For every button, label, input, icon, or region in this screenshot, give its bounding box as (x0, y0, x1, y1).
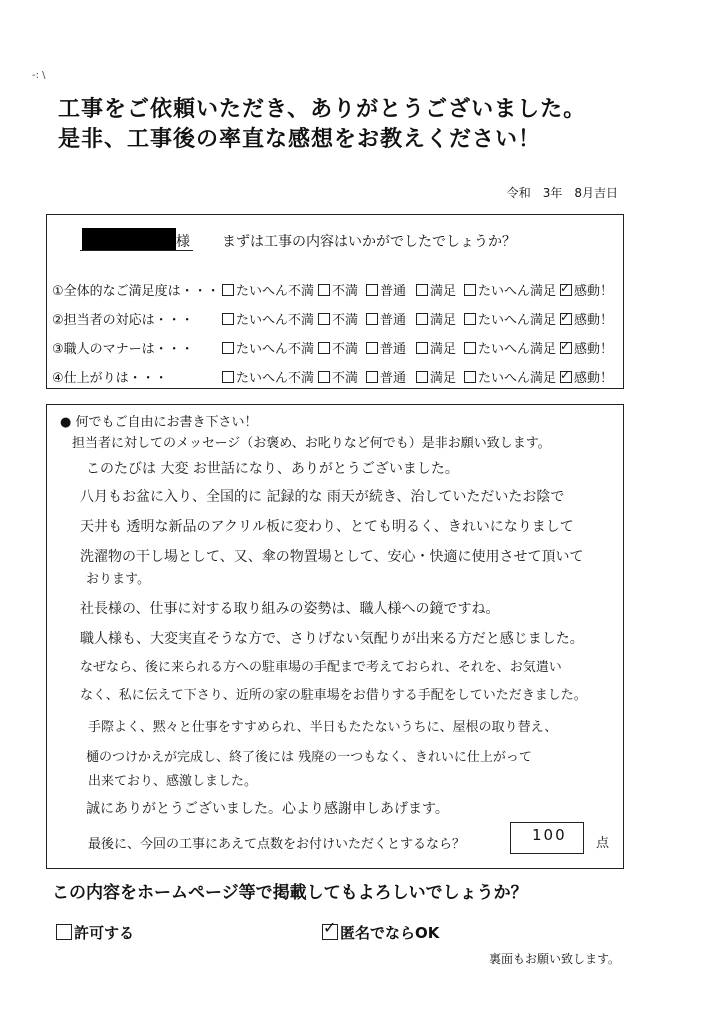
handwritten-line: 洗濯物の干し場として、又、傘の物置場として、安心・快適に使用させて頂いて (80, 549, 584, 565)
permission-allow-option[interactable] (56, 922, 134, 943)
footer-note: 裏面もお願い致します。 (488, 952, 620, 966)
rating-option-label: 普通 (380, 313, 407, 328)
rating-question-label: ②担当者の対応は・・・ (52, 313, 194, 328)
handwritten-line: 誠にありがとうございました。心より感謝申しあげます。 (86, 801, 449, 817)
handwritten-line: 天井も 透明な新品のアクリル板に変わり、とても明るく、きれいになりまして (80, 519, 574, 535)
handwritten-line: 職人様も、大変実直そうな方で、さりげない気配りが出来る方だと感じました。 (80, 631, 584, 647)
comment-heading: ● 何でもご自由にお書き下さい！ (60, 415, 258, 430)
score-unit: 点 (596, 836, 610, 851)
rating-option-label: たいへん不満 (236, 284, 315, 299)
rating-option-label: 満足 (430, 313, 457, 328)
handwritten-line: 八月もお盆に入り、全国的に 記録的な 雨天が続き、治していただいたお陰で (80, 489, 565, 505)
rating-option-label: たいへん不満 (236, 313, 315, 328)
permission-question: この内容をホームページ等で掲載してもよろしいでしょうか？ (52, 883, 528, 903)
rating-option-label: たいへん満足 (478, 371, 557, 386)
rating-option-label: 満足 (430, 371, 457, 386)
score-value: 100 (532, 826, 567, 844)
handwritten-line: なく、私に伝えて下さり、近所の家の駐車場をお借りする手配をしていただきました。 (80, 688, 587, 703)
rating-option-label: たいへん満足 (478, 284, 557, 299)
score-question: 最後に、今回の工事にあえて点数をお付けいただくとするなら？ (88, 837, 466, 852)
rating-option-label: 感動！ (574, 284, 614, 299)
rating-option-label: たいへん不満 (236, 371, 315, 386)
survey-intro: まずは工事の内容はいかがでしたでしょうか？ (222, 234, 516, 250)
comment-subheading: 担当者に対してのメッセージ（お褒め、お叱りなど何でも）是非お願い致します。 (72, 436, 551, 451)
rating-option-label: 不満 (332, 371, 359, 386)
handwritten-line: なぜなら、後に来られる方への駐車場の手配まで考えておられ、それを、お気遣い (80, 660, 562, 675)
rating-option-label: たいへん満足 (478, 313, 557, 328)
allow-checkbox[interactable] (56, 924, 72, 940)
page-title: 工事をご依頼いただき、ありがとうございました。 (58, 97, 587, 122)
anonymous-checkbox[interactable] (322, 924, 338, 940)
allow-label: 許可する (74, 924, 135, 942)
rating-option-label: 普通 (380, 342, 407, 357)
rating-question-label: ③職人のマナーは・・・ (52, 342, 194, 357)
rating-option-label: たいへん満足 (478, 342, 557, 357)
anonymous-label: 匿名でならOK (340, 924, 440, 942)
date-label: 令和 3年 8月吉日 (506, 186, 618, 200)
rating-question-label: ④仕上がりは・・・ (52, 371, 168, 386)
handwritten-line: このたびは 大変 お世話になり、ありがとうございました。 (86, 461, 459, 477)
rating-option-label: 感動！ (574, 342, 614, 357)
rating-option-label: たいへん不満 (236, 342, 315, 357)
rating-option-label: 普通 (380, 371, 407, 386)
rating-option-label: 不満 (332, 284, 359, 299)
handwritten-line: 手際よく、黙々と仕事をすすめられ、半日もたたないうちに、屋根の取り替え、 (88, 720, 558, 735)
handwritten-line: 出来ており、感激しました。 (88, 774, 258, 789)
rating-option-label: 満足 (430, 342, 457, 357)
rating-question-label: ①全体的なご満足度は・・・ (52, 284, 220, 299)
honorific: 様 (176, 234, 190, 250)
handwritten-line: 社長様の、仕事に対する取り組みの姿勢は、職人様への鏡ですね。 (80, 601, 500, 617)
rating-option-label: 不満 (332, 313, 359, 328)
page-subtitle: 是非、工事後の率直な感想をお教えください！ (58, 127, 542, 152)
rating-option-label: 感動！ (574, 371, 614, 386)
handwritten-line: 樋のつけかえが完成し、終了後には 残廃の一つもなく、きれいに仕上がって (86, 750, 532, 765)
handwritten-line: おります。 (86, 572, 150, 587)
rating-option-label: 不満 (332, 342, 359, 357)
rating-option-label: 感動！ (574, 313, 614, 328)
rating-option-label: 普通 (380, 284, 407, 299)
corner-mark: -: \ (32, 70, 46, 81)
rating-option-label: 満足 (430, 284, 457, 299)
permission-anonymous-option[interactable] (322, 922, 439, 943)
